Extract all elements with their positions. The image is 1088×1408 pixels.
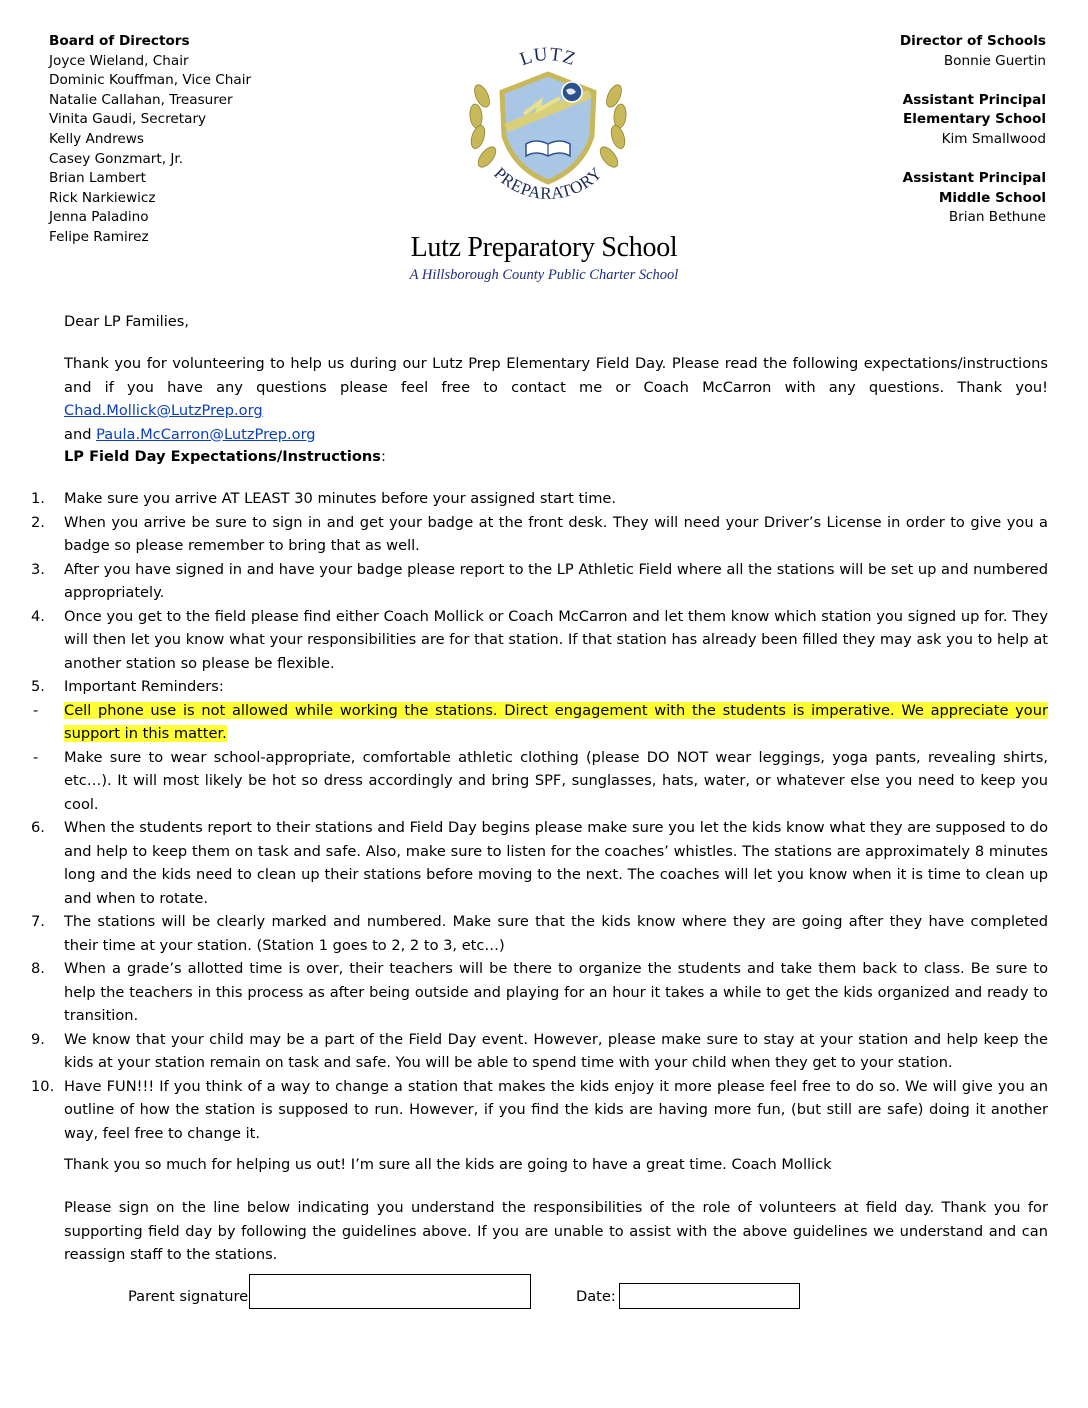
parent-signature-label: Parent signature: [128, 1288, 249, 1305]
list-marker: 6.: [31, 819, 45, 836]
instructions-heading: LP Field Day Expectations/Instructions:: [64, 448, 386, 465]
list-item-text: Important Reminders:: [64, 678, 224, 695]
intro-text: Thank you for volunteering to help us during our Lutz Prep Elementary Field Day. Please read the following expectations/instructions and if you have any questions please feel free to contact me or Coach McCarron with any questions. Thank you!: [64, 355, 1048, 396]
list-item-text: We know that your child may be a part of the Field Day event. However, please make sure to stay at your station and help keep the kids at your station remain on task and safe. You will be able to spend time with your child when they get to your station.: [64, 1030, 1048, 1071]
salutation: Dear LP Families,: [64, 313, 189, 330]
svg-text:LUTZ: LUTZ: [517, 43, 579, 71]
parent-signature-field[interactable]: [249, 1274, 531, 1309]
list-item-text: Once you get to the field please find either Coach Mollick or Coach McCarron and let them know which station you signed up for. They will then let you know what your responsibilities are for that station. If that station has already been filled they may ask you to help at another station so please be flexible.: [64, 607, 1048, 672]
and-text: and: [64, 425, 97, 443]
board-member: Vinita Gaudi, Secretary: [49, 111, 207, 128]
ap-elementary-name: Kim Smallwood: [941, 130, 1046, 147]
date-label: Date:: [576, 1288, 616, 1305]
list-marker: 5.: [31, 678, 45, 695]
highlighted-reminder: [0, 699, 1048, 746]
list-item-text: The stations will be clearly marked and numbered. Make sure that the kids know where they are going after they have completed their time at your station. (Station 1 goes to 2, 2 to 3, etc…): [64, 913, 1048, 954]
list-marker: 9.: [31, 1030, 45, 1048]
list-item-text: When the students report to their stations and Field Day begins please make sure you let the kids know what they are supposed to do and help to keep them on task and safe. Also, make sure to listen for the coaches’ whistles. The stations are approximately 8 minutes long and the kids need to clean up their stations before moving to the next. The coaches will let you know when it is time to clean up and when to rotate.: [64, 819, 1048, 907]
list-item: [0, 1028, 1048, 1075]
director-name: Bonnie Guertin: [943, 52, 1046, 69]
board-member: Felipe Ramirez: [49, 228, 149, 245]
school-name: Lutz Preparatory School: [410, 232, 678, 263]
list-item-text: Cell phone use is not allowed while working the stations. Direct engagement with the students is imperative. We appreciate your support in this matter.: [64, 701, 1048, 742]
board-member: Kelly Andrews: [49, 130, 144, 147]
list-marker: -: [33, 701, 39, 719]
list-marker: 4.: [31, 607, 45, 625]
list-item-text: When you arrive be sure to sign in and get your badge at the front desk. They will need your Driver’s License in order to give you a badge so please remember to bring that as well.: [64, 513, 1048, 554]
email-link-mccarron[interactable]: Paula.McCarron@LutzPrep.org: [96, 425, 316, 443]
list-marker: 7.: [31, 913, 45, 930]
list-item: [0, 558, 1048, 605]
list-item-text: Make sure to wear school-appropriate, comfortable athletic clothing (please DO NOT wear leggings, yoga pants, revealing shirts, etc…). It will most likely be hot so dress accordingly and bring SPF, sunglasses, hats, water, or whatever else you need to keep you cool.: [64, 748, 1048, 813]
list-marker: 2.: [31, 513, 45, 531]
list-item: [0, 910, 1048, 957]
thanks-line: Thank you so much for helping us out! I’m sure all the kids are going to have a great time. Coach Mollick: [64, 1156, 832, 1173]
board-member: Dominic Kouffman, Vice Chair: [49, 72, 252, 89]
board-member: Natalie Callahan, Treasurer: [49, 91, 233, 108]
list-item: [0, 675, 1048, 699]
list-item: [0, 487, 1048, 511]
board-member: Rick Narkiewicz: [49, 189, 156, 206]
list-item: [0, 957, 1048, 1028]
list-item: [0, 1075, 1048, 1146]
board-heading: Board of Directors: [49, 33, 190, 49]
board-member: Joyce Wieland, Chair: [49, 52, 189, 69]
school-staff: [900, 32, 1046, 228]
list-item: [0, 605, 1048, 676]
ap-elementary-school: Elementary School: [902, 111, 1046, 128]
board-member: Brian Lambert: [49, 170, 147, 187]
ap-middle-name: Brian Bethune: [948, 209, 1046, 226]
list-marker: -: [33, 748, 39, 766]
list-item: [0, 511, 1048, 558]
list-marker: 8.: [31, 960, 45, 977]
board-of-directors: [49, 32, 251, 248]
list-marker: 10.: [31, 1077, 55, 1095]
list-item-text: Have FUN!!! If you think of a way to change a station that makes the kids enjoy it more please feel free to do so. We will give you an outline of how the station is supposed to run. However, if you find the kids are having more fun, (but still are safe) doing it another way, feel free to change it.: [64, 1077, 1048, 1142]
email-link-mollick[interactable]: Chad.Mollick@LutzPrep.org: [64, 402, 263, 419]
ap-elementary-title: Assistant Principal: [902, 91, 1046, 108]
svg-text:PREPARATORY: PREPARATORY: [490, 163, 606, 203]
list-item-text: Make sure you arrive AT LEAST 30 minutes before your assigned start time.: [64, 490, 617, 507]
school-subtitle: A Hillsborough County Public Charter School: [409, 267, 679, 283]
board-member: Jenna Paladino: [49, 209, 149, 226]
list-item: [0, 816, 1048, 910]
list-marker: 3.: [31, 560, 45, 578]
list-marker: 1.: [31, 490, 45, 507]
intro-paragraph: [64, 352, 1048, 446]
instructions-list: [0, 487, 1088, 1145]
board-member: Casey Gonzmart, Jr.: [49, 150, 184, 167]
list-item: [0, 746, 1048, 817]
list-item-text: When a grade’s allotted time is over, their teachers will be there to organize the students and take them back to class. Be sure to help the teachers in this process as after being outside and playing for an hour it takes a while to get the kids organized and ready to transition.: [64, 960, 1048, 1024]
ap-middle-school: Middle School: [938, 189, 1046, 206]
date-field[interactable]: [619, 1283, 800, 1309]
list-item-text: After you have signed in and have your badge please report to the LP Athletic Field where all the stations will be set up and numbered appropriately.: [64, 560, 1048, 601]
ap-middle-title: Assistant Principal: [902, 170, 1046, 187]
school-crest-logo: [462, 36, 634, 208]
signoff-paragraph: Please sign on the line below indicating you understand the responsibilities of the role of volunteers at field day. Thank you for supporting field day by following the guidelines above. If you are unable to assist with the above guidelines we understand and can reassign staff to the stations.: [64, 1199, 1048, 1263]
director-title: Director of Schools: [899, 33, 1046, 49]
